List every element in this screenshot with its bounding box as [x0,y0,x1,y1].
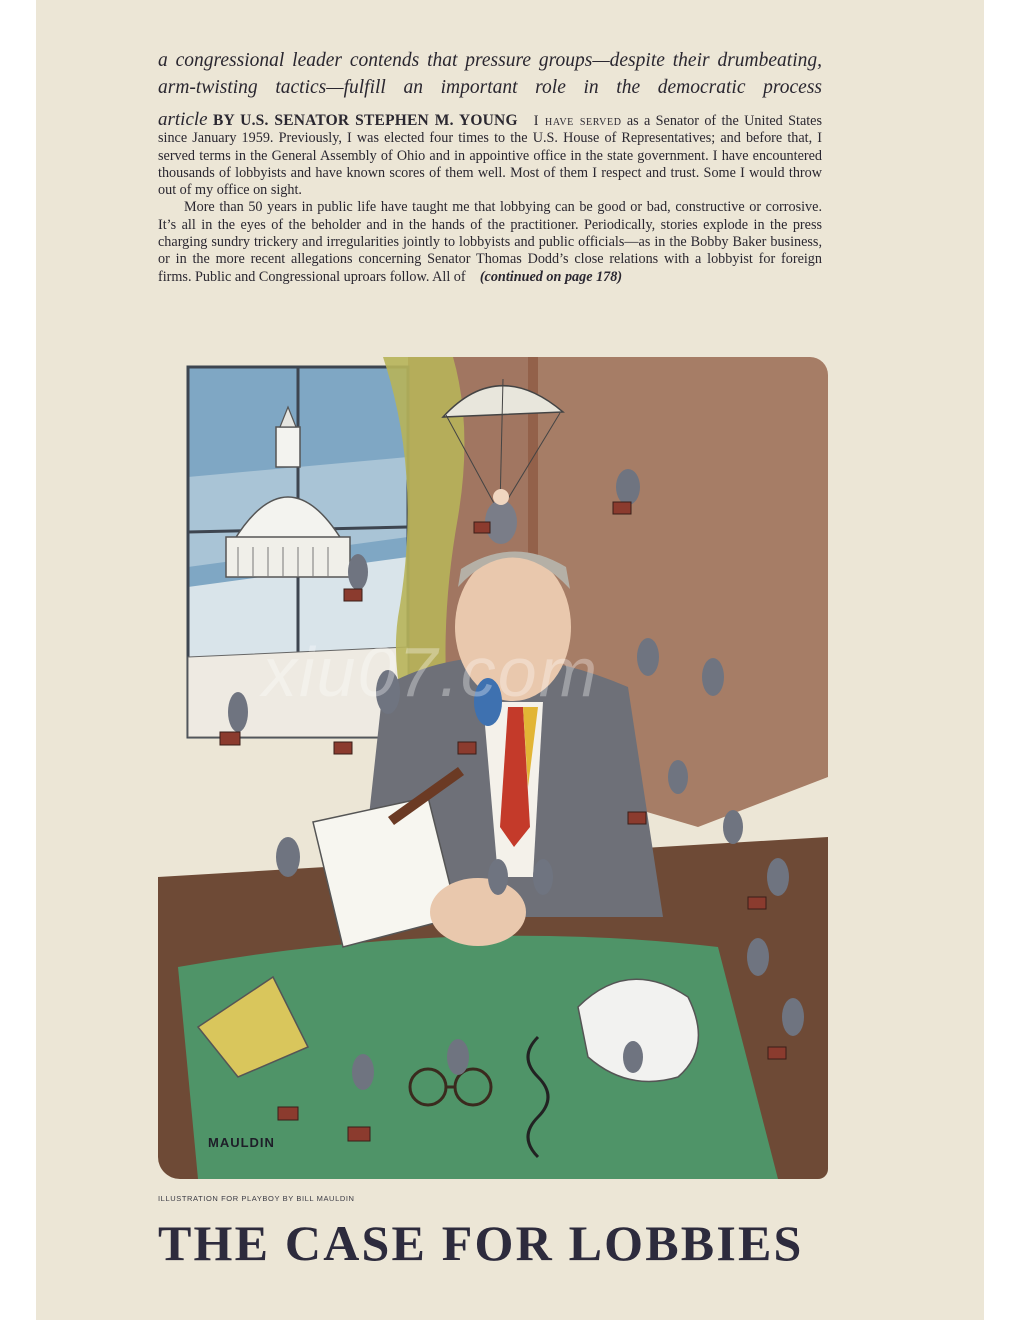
continued-notice: (continued on page 178) [479,268,623,285]
hand [430,878,526,946]
paragraph-lead-in: I have served [533,113,622,129]
article-dek [158,47,822,101]
paragraph-2-text: More than 50 years in public life have taught me that lobbying can be good or bad, constructive or corrosive. It’s all in the eyes of the beholder and in the hands of the practitioner. Periodically, stories explode in the press charging sundry trickery and irregularities jointly to lobbyists and public officials—as in the Bobby Baker business, or in the more recent allegations concerning Senator Thomas Dodd’s close relations with a lobbyist for foreign firms. Public and Congressional uproars follow. All of [158,199,822,285]
paragraph-1-text: as a Senator of the United States since January 1959. Previously, I was elected four times to the U.S. House of Representatives; and before that, I served terms in the General Assembly of Ohio and in appointive office in the state government. I have encountered thousands of lobbyists and have known scores of them well. Most of them I respect and trust. Some I would throw out of my office on sight. [158,113,823,199]
article-body [158,111,822,286]
artist-signature: MAULDIN [208,1135,275,1150]
dek-line-1: a congressional leader contends that pressure groups—despite their drumbeating, [158,50,822,71]
article-headline: THE CASE FOR LOBBIES [158,1215,804,1271]
paragraph-1 [158,111,822,199]
dek-line-2: arm-twisting tactics—fulfill an important role in the democratic process [158,77,822,98]
watermark: xiu07.com [262,633,600,711]
byline-author: BY U.S. SENATOR STEPHEN M. YOUNG [212,112,518,129]
paragraph-2 [158,199,822,285]
cartoon-artwork [158,357,828,1179]
illustration-credit: ILLUSTRATION FOR PLAYBOY BY BILL MAULDIN [158,1194,355,1203]
cartoon-illustration [158,357,828,1179]
byline-kicker: article [158,109,208,130]
